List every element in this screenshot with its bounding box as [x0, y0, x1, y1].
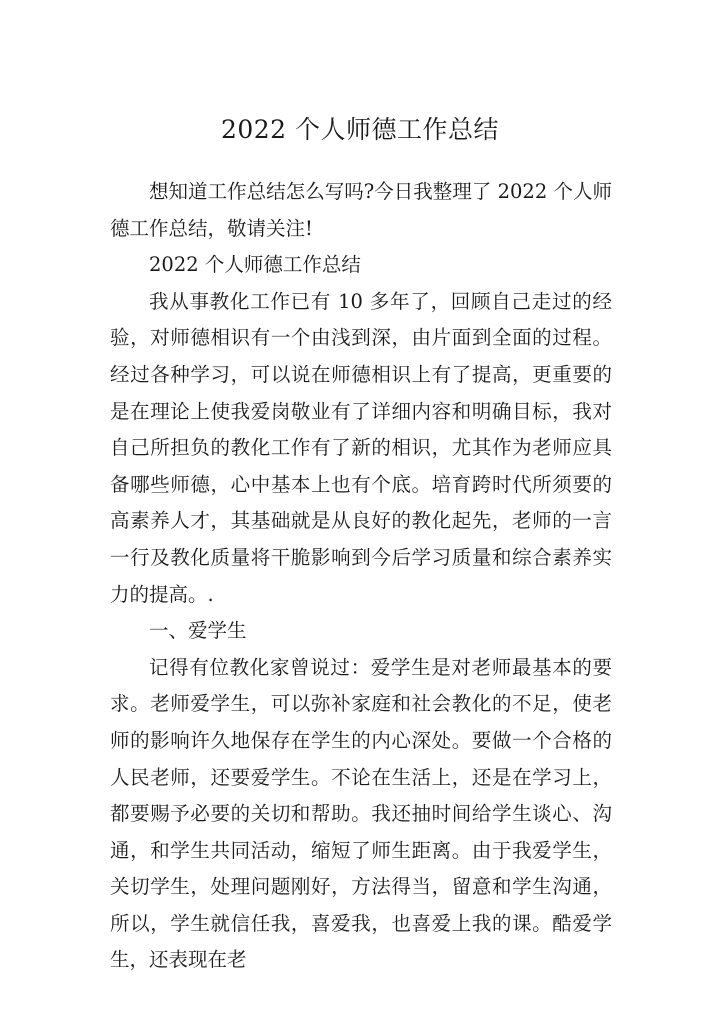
intro-paragraph: 想知道工作总结怎么写吗?今日我整理了 2022 个人师德工作总结，敬请关注!	[110, 180, 612, 240]
body-paragraph: 我从事教化工作已有 10 多年了，回顾自己走过的经验，对师德相识有一个由浅到深，由片面到全面的过程。经过各种学习，可以说在师德相识上有了提高，更重要的是在理论上使我爱岗敬业有了详细内容和明确目标，我对自己所担负的教化工作有了新的相识，尤其作为老师应具备哪些师德，心中基本上也有个底。培育跨时代所须要的高素养人才，其基础就是从良好的教化起先，老师的一言一行及教化质量将干脆影响到今后学习质量和综合素养实力的提高。.	[110, 289, 612, 606]
subtitle-heading: 2022 个人师德工作总结	[149, 253, 361, 277]
document-title: 2022 个人师德工作总结	[220, 115, 500, 144]
section-heading: 一、爱学生	[149, 619, 247, 643]
body-paragraph: 记得有位教化家曾说过：爱学生是对老师最基本的要求。老师爱学生，可以弥补家庭和社会教化的不足，使老师的影响许久地保存在学生的内心深处。要做一个合格的人民老师，还要爱学生。不论在生活上，还是在学习上，都要赐予必要的关切和帮助。我还抽时间给学生谈心、沟通，和学生共同活动，缩短了师生距离。由于我爱学生，关切学生，处理问题刚好，方法得当，留意和学生沟通，所以，学生就信任我，喜爱我，也喜爱上我的课。酷爱学生，还表现在老	[110, 655, 612, 972]
document-body	[110, 174, 612, 979]
